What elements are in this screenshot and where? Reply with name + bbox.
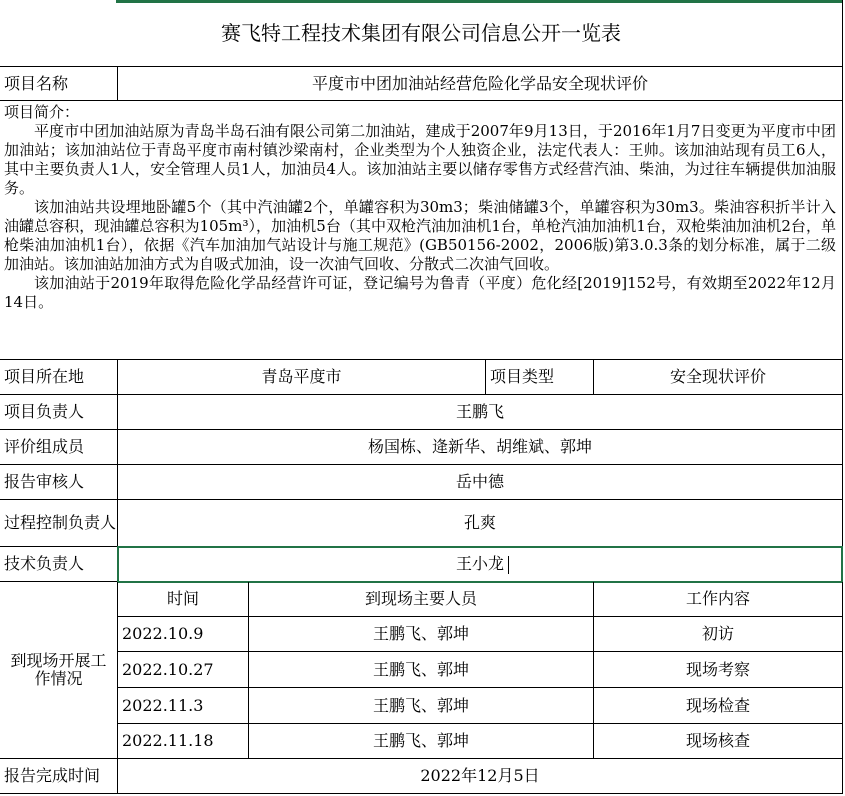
type-label[interactable]: 项目类型	[486, 360, 594, 395]
leader-value[interactable]: 王鹏飞	[118, 395, 843, 430]
site-row-4-time[interactable]: 2022.11.18	[118, 724, 249, 759]
site-row-1-time[interactable]: 2022.10.9	[118, 617, 249, 652]
location-value[interactable]: 青岛平度市	[118, 360, 486, 395]
site-row-3-content[interactable]: 现场检查	[594, 688, 843, 724]
site-header-content[interactable]: 工作内容	[594, 582, 843, 617]
project-name-value[interactable]: 平度市中团加油站经营危险化学品安全现状评价	[118, 67, 843, 101]
intro-paragraph-3: 该加油站于2019年取得危险化学品经营许可证，登记编号为鲁青（平度）危化经[2019]152号，有效期至2022年12月14日。	[4, 274, 836, 311]
completion-value[interactable]: 2022年12月5日	[118, 759, 843, 794]
site-row-3-time[interactable]: 2022.11.3	[118, 688, 249, 724]
site-row-1-people[interactable]: 王鹏飞、郭坤	[249, 617, 594, 652]
project-intro[interactable]	[0, 101, 843, 360]
intro-paragraph-2: 该加油站共设埋地卧罐5个（其中汽油罐2个，单罐容积为30m3；柴油储罐3个，单罐容积为30m3。柴油容积折半计入油罐总容积，现油罐总容积为105m³），加油机5台（其中双枪汽油加油机1台，单枪汽油加油机1台，双枪柴油加油机2台，单枪柴油加油机1台），依据《汽车加油加气站设计与施工规范》(GB50156-2002，2006版)第3.0.3条的划分标准，属于二级加油站。该加油站加油方式为自吸式加油，设一次油气回收、分散式二次油气回收。	[4, 198, 836, 273]
site-row-2-time[interactable]: 2022.10.27	[118, 652, 249, 688]
site-row-2-people[interactable]: 王鹏飞、郭坤	[249, 652, 594, 688]
reviewer-label[interactable]: 报告审核人	[0, 465, 118, 500]
type-value[interactable]: 安全现状评价	[594, 360, 843, 395]
location-label[interactable]: 项目所在地	[0, 360, 118, 395]
process-value[interactable]: 孔爽	[118, 500, 843, 547]
leader-label[interactable]: 项目负责人	[0, 395, 118, 430]
site-row-4-content[interactable]: 现场核查	[594, 724, 843, 759]
site-row-1-content[interactable]: 初访	[594, 617, 843, 652]
table-title[interactable]: 赛飞特工程技术集团有限公司信息公开一览表	[0, 0, 843, 67]
intro-heading: 项目简介：	[4, 103, 80, 121]
completion-label[interactable]: 报告完成时间	[0, 759, 118, 794]
site-row-4-people[interactable]: 王鹏飞、郭坤	[249, 724, 594, 759]
site-header-time[interactable]: 时间	[118, 582, 249, 617]
members-value[interactable]: 杨国栋、逄新华、胡维斌、郭坤	[118, 430, 843, 465]
process-label[interactable]: 过程控制负责人	[0, 500, 118, 547]
site-row-3-people[interactable]: 王鹏飞、郭坤	[249, 688, 594, 724]
project-name-label[interactable]: 项目名称	[0, 67, 118, 101]
intro-paragraph-1: 平度市中团加油站原为青岛半岛石油有限公司第二加油站，建成于2007年9月13日，于2016年1月7日变更为平度市中团加油站；该加油站位于青岛平度市南村镇沙梁南村，企业类型为个人独资企业，法定代表人：王帅。该加油站现有员工6人，其中主要负责人1人，安全管理人员1人，加油员4人。该加油站主要以储存零售方式经营汽油、柴油，为过往车辆提供加油服务。	[4, 122, 836, 197]
text-caret	[508, 556, 509, 574]
site-header-people[interactable]: 到现场主要人员	[249, 582, 594, 617]
tech-value[interactable]: 王小龙	[118, 547, 843, 582]
site-label[interactable]: 到现场开展工作情况	[0, 582, 118, 759]
tech-label[interactable]: 技术负责人	[0, 547, 118, 582]
site-row-2-content[interactable]: 现场考察	[594, 652, 843, 688]
members-label[interactable]: 评价组成员	[0, 430, 118, 465]
reviewer-value[interactable]: 岳中德	[118, 465, 843, 500]
